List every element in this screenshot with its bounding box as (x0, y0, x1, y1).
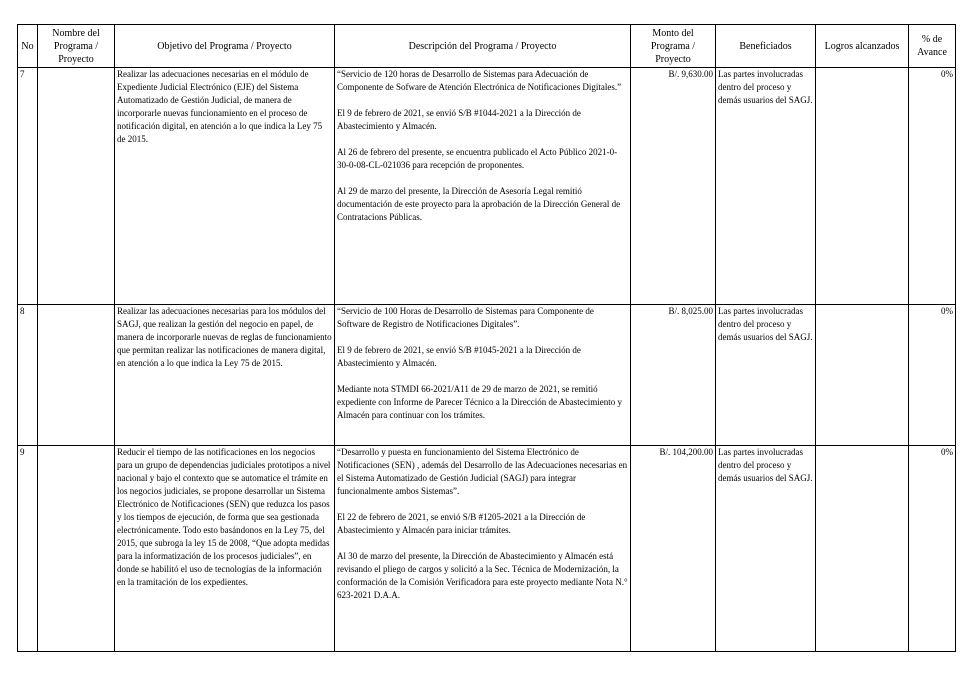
row-nombre (38, 305, 115, 446)
descripcion-paragraph: Al 26 de febrero del presente, se encuentra publicado el Acto Público 2021-0-30-0-08-CL-021036 para recepción de proponentes. (337, 147, 618, 170)
row-beneficiados: Las partes involucradas dentro del proceso y demás usuarios del SAGJ. (716, 68, 816, 305)
row-logros (816, 305, 909, 446)
descripcion-paragraph: El 9 de febrero de 2021, se envió S/B #1045-2021 a la Dirección de Abastecimiento y Almacén. (337, 345, 581, 368)
table-row (18, 305, 956, 446)
row-no: 7 (18, 68, 38, 305)
row-avance: 0% (909, 305, 956, 446)
descripcion-paragraph: Al 29 de marzo del presente, la Dirección de Asesoría Legal remitió documentación de este proyecto para la aprobación de la Dirección General de Contratacions Públicas. (337, 186, 621, 222)
row-monto: B/. 8,025.00 (631, 305, 716, 446)
row-nombre (38, 446, 115, 652)
descripcion-paragraph: El 22 de febrero de 2021, se envió S/B #1205-2021 a la Dirección de Abastecimiento y Almacén para iniciar trámites. (337, 512, 586, 535)
row-objetivo: Reducir el tiempo de las notificaciones en los negocios para un grupo de dependencias judiciales prototipos a nivel nacional y bajo el contexto que se automatice el trámite en los negocios judiciales, se propone desarrollar un Sistema Electrónico de Notificaciones (SEN) que reduzca los pasos y los tiempos de ejecución, de forma que sea gestionada electrónicamente. Todo esto basándonos en la Ley 75, del 2015, que subroga la ley 15 de 2008, “Que adopta medidas para la informatización de los procesos judiciales”, en donde se habilitó el uso de tecnologías de la información en la tramitación de los expedientes. (115, 446, 335, 652)
descripcion-paragraph: Al 30 de marzo del presente, la Dirección de Abastecimiento y Almacén está revisando el pliego de cargos y solicitó a la Sec. Técnica de Modernización, la conformación de la Comisión Verificadora para este proyecto mediante Nota N.° 623-2021 D.A.A. (337, 551, 628, 600)
header-monto: Monto del Programa / Proyecto (631, 25, 716, 68)
header-beneficiados: Beneficiados (716, 25, 816, 68)
row-objetivo: Realizar las adecuaciones necesarias para los módulos del SAGJ, que realizan la gestión del negocio en papel, de manera de incorporarle nuevas de reglas de funcionamiento que permitan realizar las notificaciones de manera digital, en atención a lo que indica la Ley 75 de 2015. (115, 305, 335, 446)
descripcion-paragraph: “Desarrollo y puesta en funcionamiento del Sistema Electrónico de Notificaciones (SEN) , además del Desarrollo de las Adecuaciones necesarias en el Sistema Automatizado de Gestión Judicial (SAGJ) para integrar funcionalmente ambos Sistemas”. (337, 447, 628, 496)
row-no: 8 (18, 305, 38, 446)
row-logros (816, 68, 909, 305)
header-objetivo: Objetivo del Programa / Proyecto (115, 25, 335, 68)
descripcion-paragraph: “Servicio de 120 horas de Desarrollo de Sistemas para Adecuación de Componente de Sofware de Atención Electrónica de Notificaciones Digitales.” (337, 69, 622, 92)
row-logros (816, 446, 909, 652)
header-descripcion: Descripción del Programa / Proyecto (335, 25, 631, 68)
programs-table (17, 24, 956, 652)
row-no: 9 (18, 446, 38, 652)
header-nombre: Nombre del Programa / Proyecto (38, 25, 115, 68)
table-row (18, 68, 956, 305)
descripcion-paragraph: El 9 de febrero de 2021, se envió S/B #1044-2021 a la Dirección de Abastecimiento y Almacén. (337, 108, 581, 131)
row-descripcion (335, 68, 631, 305)
row-descripcion (335, 446, 631, 652)
header-no: No (18, 25, 38, 68)
header-avance: % de Avance (909, 25, 956, 68)
table-row (18, 446, 956, 652)
row-avance: 0% (909, 446, 956, 652)
row-avance: 0% (909, 68, 956, 305)
row-monto: B/. 9,630.00 (631, 68, 716, 305)
descripcion-paragraph: Mediante nota STMDI 66-2021/A11 de 29 de marzo de 2021, se remitió expediente con Informe de Parecer Técnico a la Dirección de Abastecimiento y Almacén para continuar con los trámites. (337, 384, 622, 420)
header-logros: Logros alcanzados (816, 25, 909, 68)
row-beneficiados: Las partes involucradas dentro del proceso y demás usuarios del SAGJ. (716, 446, 816, 652)
row-beneficiados: Las partes involucradas dentro del proceso y demás usuarios del SAGJ. (716, 305, 816, 446)
row-objetivo: Realizar las adecuaciones necesarias en el módulo de Expediente Judicial Electrónico (EJE) del Sistema Automatizado de Gestión Judicial, de manera de incorporarle nuevas funcionamiento en el proceso de notificación digital, en atención a lo que indica la Ley 75 de 2015. (115, 68, 335, 305)
descripcion-paragraph: “Servicio de 100 Horas de Desarrollo de Sistemas para Componente de Software de Registro de Notificaciones Digitales”. (337, 306, 594, 329)
header-row (18, 25, 956, 68)
row-descripcion (335, 305, 631, 446)
row-monto: B/. 104,200.00 (631, 446, 716, 652)
row-nombre (38, 68, 115, 305)
